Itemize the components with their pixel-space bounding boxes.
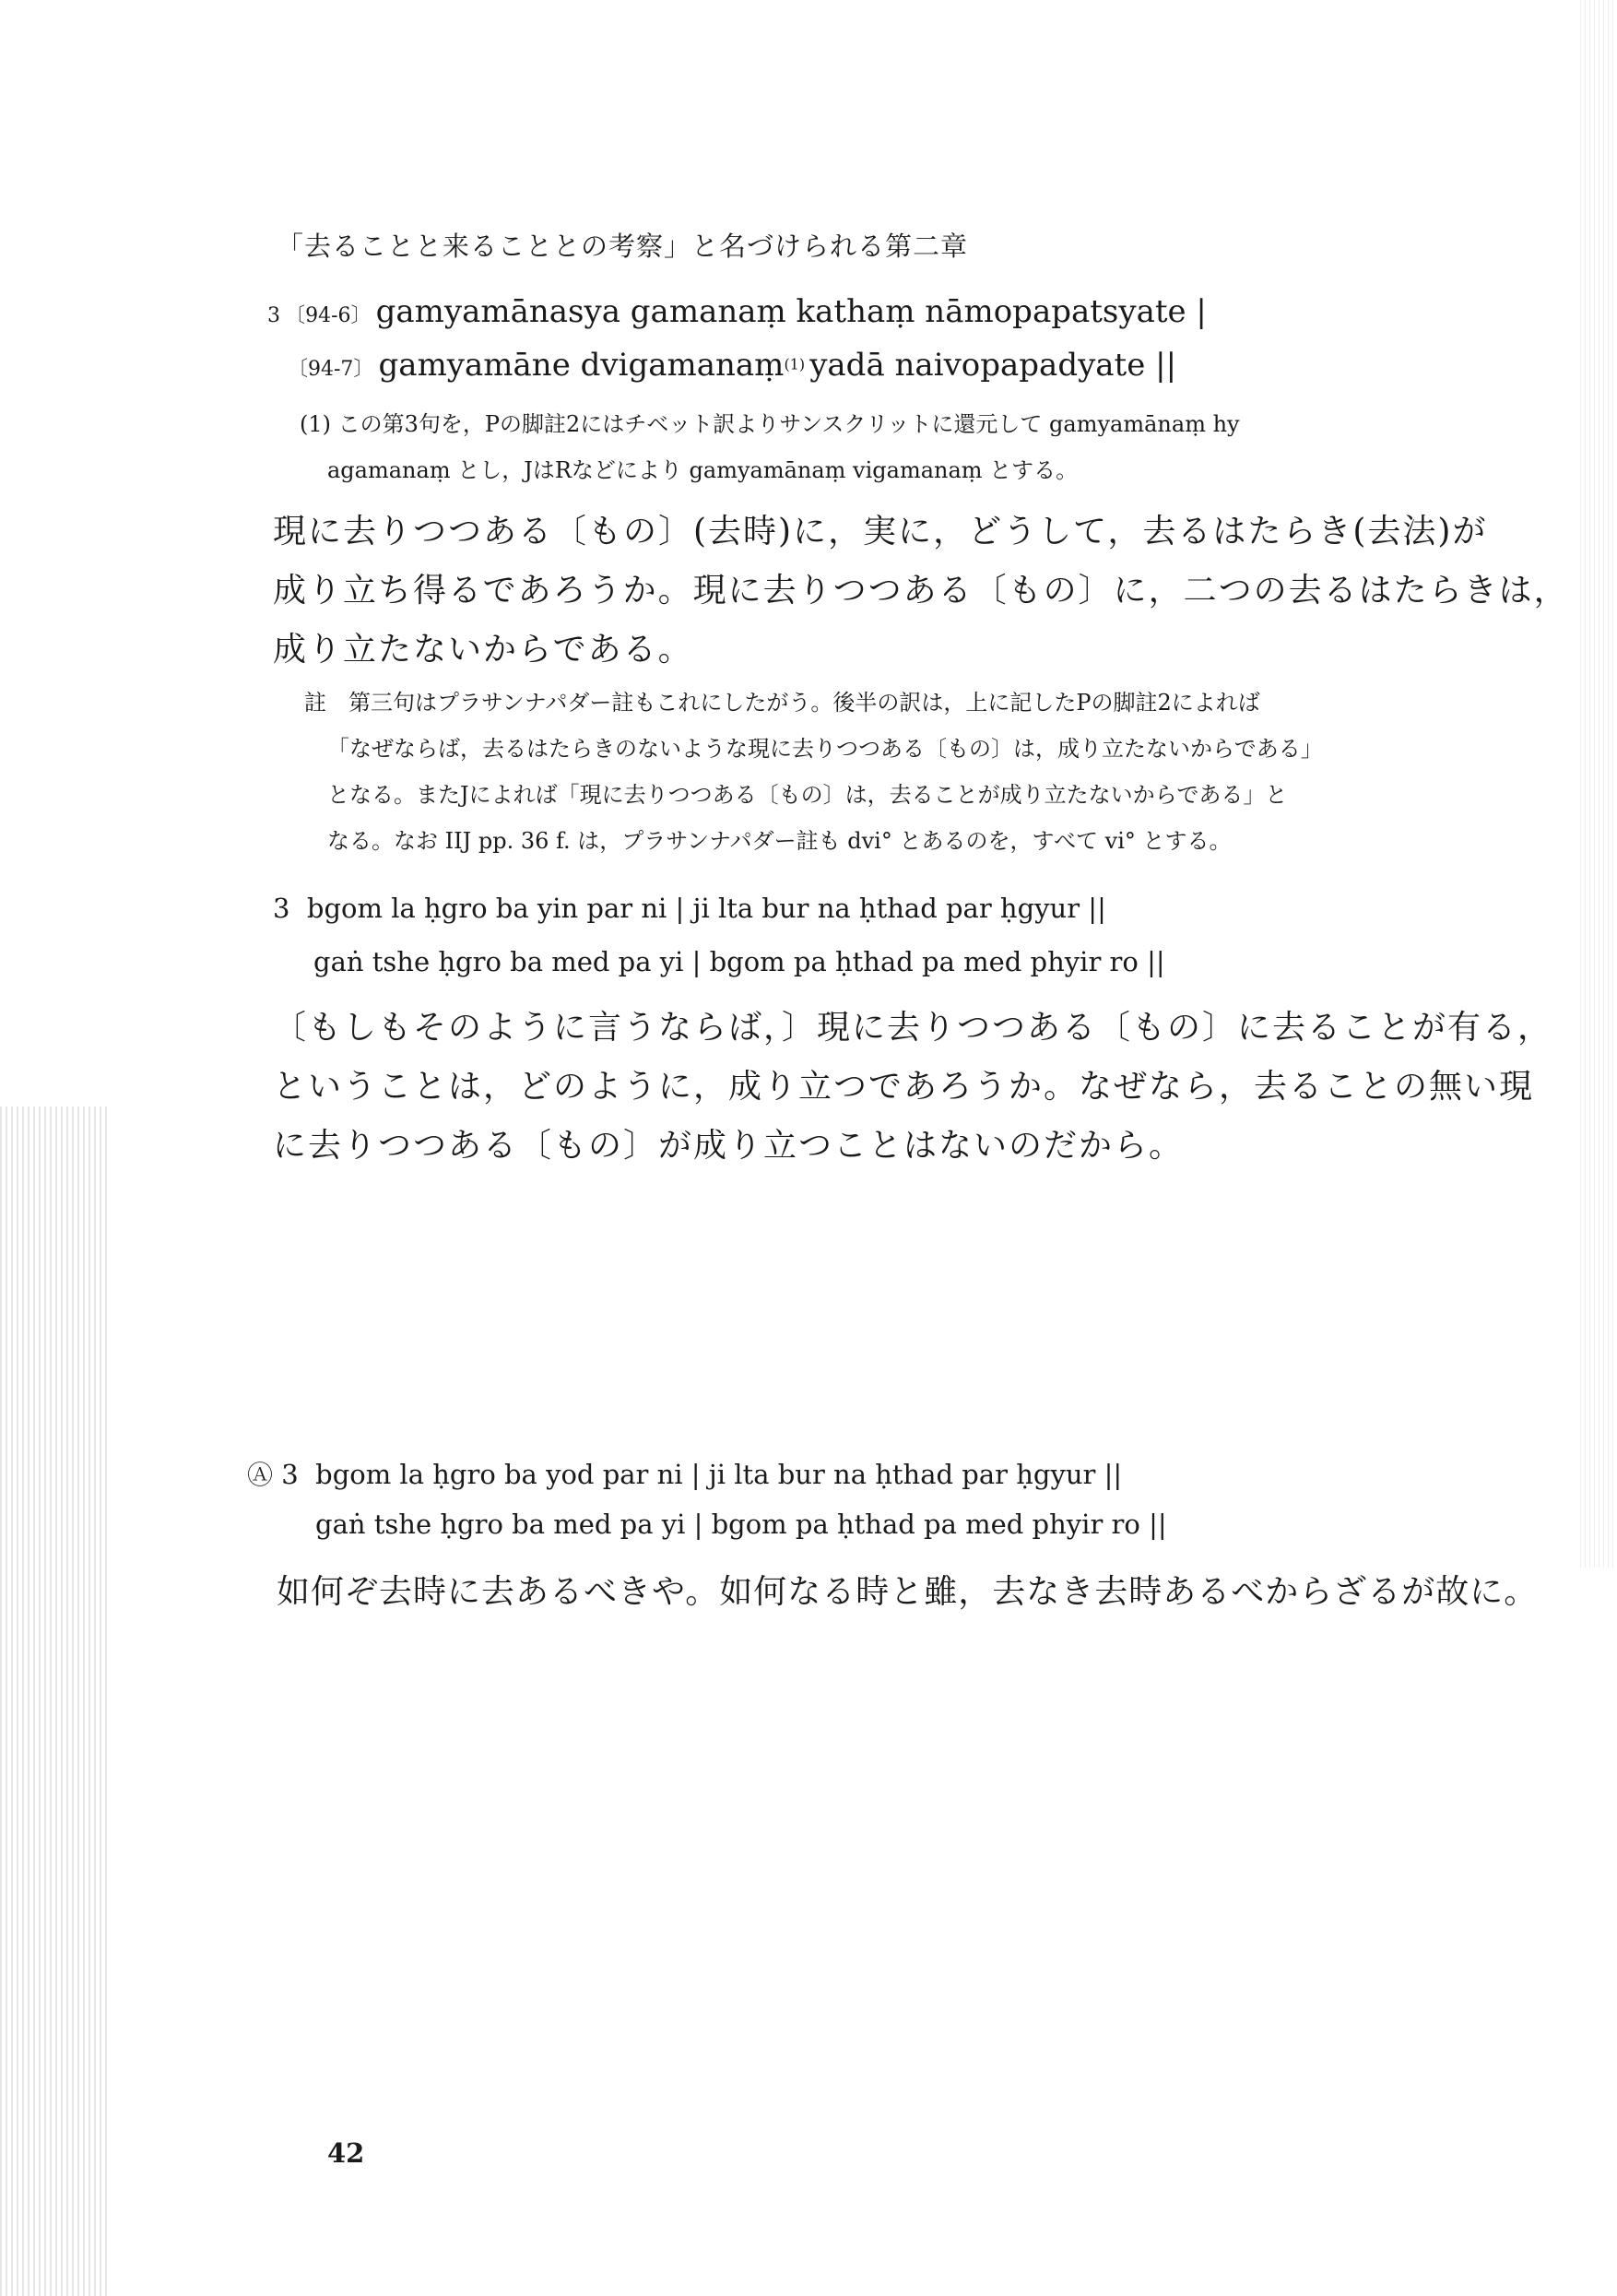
- footnote-line-1: (1) この第3句を，Pの脚註2にはチベット訳よりサンスクリットに還元して gamyamānaṃ hy: [300, 411, 1240, 437]
- translation-2-line-1: 〔もしもそのように言うならば，〕現に去りつつある〔もの〕に去ることが有る，: [273, 1009, 1553, 1047]
- scan-edge-left: [0, 1107, 111, 2296]
- translation-2-line-3: に去りつつある〔もの〕が成り立つことはないのだから。: [273, 1127, 1185, 1165]
- translation-1-line-1: 現に去りつつある〔もの〕(去時)に，実に，どうして，去るはたらき(去法)が: [273, 513, 1488, 550]
- line-ref: 〔94-6〕: [285, 304, 372, 327]
- footnote-marker: (1): [784, 355, 806, 373]
- sanskrit-line-2: [288, 347, 1176, 384]
- note-line-3: となる。またJによれば「現に去りつつある〔もの〕は，去ることが成り立たないからである」と: [327, 782, 1288, 808]
- tibetan-2-line-2: gaṅ tshe ḥgro ba med pa yi | bgom pa ḥthad pa med phyir ro ||: [315, 1509, 1167, 1540]
- chapter-heading: 「去ることと来ることとの考察」と名づけられる第二章: [277, 231, 969, 262]
- note-line-4: なる。なお IIJ pp. 36 f. は，プラサンナパダー註も dvi° とあるのを，すべて vi° とする。: [327, 828, 1232, 854]
- translation-1-line-2: 成り立ち得るであろうか。現に去りつつある〔もの〕に，二つの去るはたらきは，: [273, 572, 1569, 610]
- tibetan-1-line-1: 3 bgom la ḥgro ba yin par ni | ji lta bur na ḥthad par ḥgyur ||: [273, 893, 1106, 924]
- sanskrit-text: gamyamāne dvigamanaṃ: [378, 347, 785, 384]
- footnote-line-2: agamanaṃ とし，JはRなどにより gamyamānaṃ vigamanaṃ とする。: [327, 457, 1079, 483]
- sanskrit-line-1: [267, 293, 1207, 330]
- translation-2-line-2: ということは，どのように，成り立つであろうか。なぜなら，去ることの無い現: [273, 1068, 1535, 1106]
- page-number: 42: [327, 2137, 365, 2169]
- note-line-1: 註 第三句はプラサンナパダー註もこれにしたがう。後半の訳は，上に記したPの脚註2によれば: [304, 690, 1260, 716]
- tibetan-2-line-1: Ⓐ 3 bgom la ḥgro ba yod par ni | ji lta bur na ḥthad par ḥgyur ||: [247, 1459, 1123, 1490]
- note-line-2: 「なぜならば，去るはたらきのないような現に去りつつある〔もの〕は，成り立たないからである」: [327, 736, 1323, 762]
- sanskrit-text: gamyamānasya gamanaṃ kathaṃ nāmopapatsyate |: [375, 293, 1207, 330]
- verse-number: 3: [281, 1459, 299, 1490]
- verse-number: 3: [267, 304, 280, 327]
- tibetan-1-line-2: gaṅ tshe ḥgro ba med pa yi | bgom pa ḥthad pa med phyir ro ||: [313, 946, 1165, 977]
- sanskrit-text: yadā naivopapadyate ||: [809, 347, 1177, 384]
- circled-a-marker: Ⓐ: [247, 1460, 274, 1490]
- line-ref: 〔94-7〕: [288, 358, 374, 381]
- translation-1-line-3: 成り立たないからである。: [273, 631, 693, 669]
- translation-3: 如何ぞ去時に去あるべきや。如何なる時と雖，去なき去時あるべからざるが故に。: [277, 1573, 1539, 1611]
- verse-number: 3: [273, 893, 290, 924]
- scan-edge-right: [1580, 0, 1617, 1568]
